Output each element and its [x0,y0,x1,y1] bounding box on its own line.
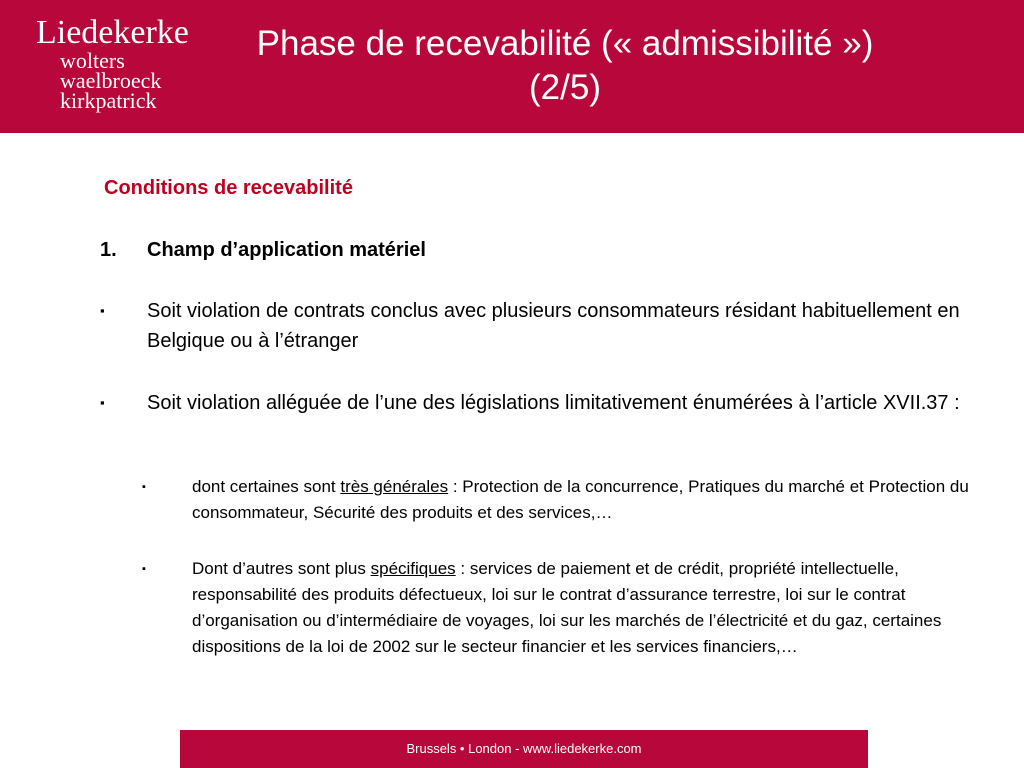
numbered-item-number: 1. [100,239,117,261]
sub-bullet-marker-icon: ▪ [142,563,146,575]
header-bar [0,0,1024,133]
sub-bullet-text [192,474,972,526]
numbered-item-text: Champ d’application matériel [147,239,426,261]
bullet-text: Soit violation de contrats conclus avec plusieurs consommateurs résidant habituellement en Belgique ou à l’étranger [147,300,960,352]
bullet-marker-icon: ▪ [100,395,105,410]
section-heading: Conditions de recevabilité [104,177,353,199]
sub-bullet-underlined: spécifiques [370,559,456,578]
slide-title [240,22,890,110]
sub-bullet-prefix: Dont d’autres sont plus [192,559,371,578]
logo-line-2: wolters [60,48,125,73]
logo-line-4: kirkpatrick [60,88,157,113]
sub-bullet-suffix: : Protection de la concurrence, Pratiques du marché et Protection du consommateur, Sécurité des produits et des services,… [192,477,969,522]
sub-bullet-underlined: très générales [340,477,449,496]
slide-title-line-1: Phase de recevabilité (« admissibilité ») [256,24,874,63]
sub-bullet-marker-icon: ▪ [142,481,146,493]
logo-line-1: Liedekerke [36,14,189,51]
slide-title-line-2: (2/5) [529,68,601,107]
bullet-text: Soit violation alléguée de l’une des législations limitativement énumérées à l’article XVII.37 : [147,392,960,414]
sub-bullet-prefix: dont certaines sont [192,477,341,496]
logo-line-3: waelbroeck [60,68,162,93]
footer-bar [180,730,868,768]
footer-text: Brussels • London - www.liedekerke.com [406,741,642,756]
sub-bullet-suffix: : services de paiement et de crédit, propriété intellectuelle, responsabilité des produits défectueux, loi sur le contrat d’assurance terrestre, loi sur le contrat d’organisation ou d’intermédiaire de voyages, loi sur les marchés de l’électricité et du gaz, certaines dispositions de la loi de 2002 sur le secteur financier et les services financiers,… [192,559,942,656]
sub-bullet-text [192,556,972,660]
bullet-marker-icon: ▪ [100,303,105,318]
